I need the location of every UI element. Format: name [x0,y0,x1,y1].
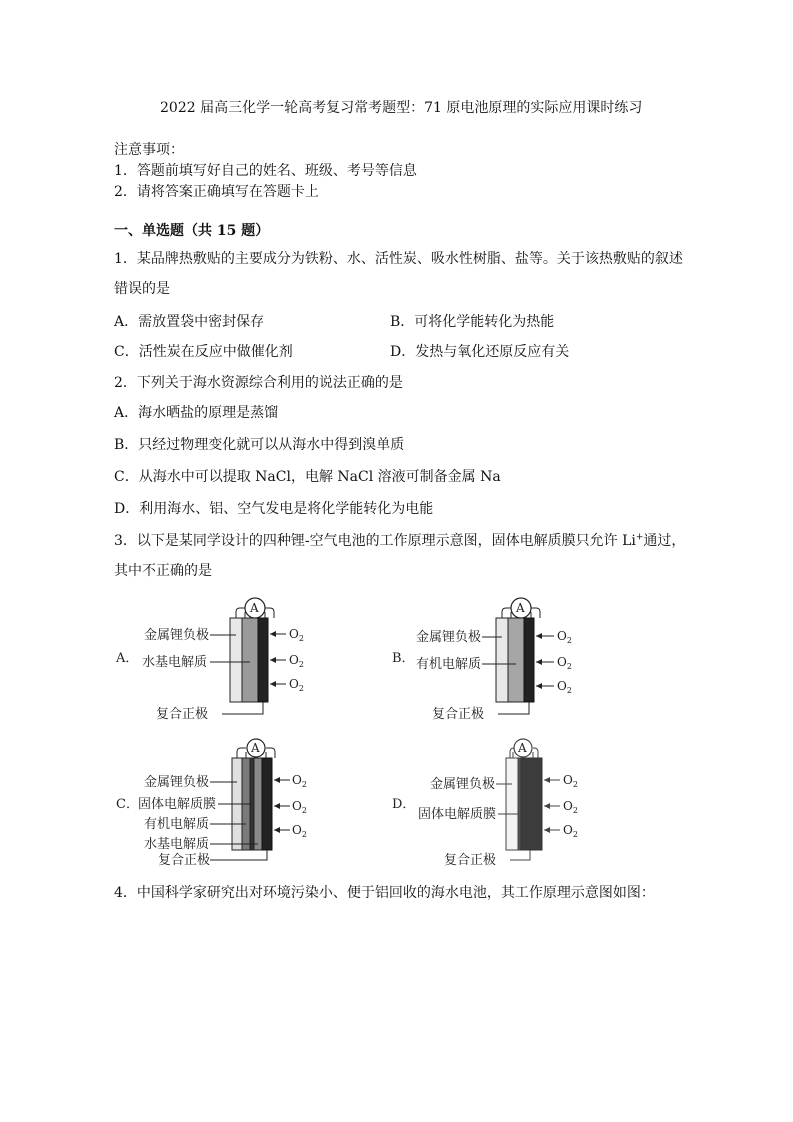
q1-option-b: B．可将化学能转化为热能 [390,314,555,330]
page-title: 2022 届高三化学一轮高考复习常考题型：71 原电池原理的实际应用课时练习 [160,100,643,116]
o2-subscript: 2 [301,830,307,839]
label-cathode: 复合正极 [444,853,497,868]
svg-text:O2 [289,677,304,693]
electrolyte-layer [242,618,258,702]
svg-text:O2 [289,627,304,643]
label-cathode: 复合正极 [156,707,209,722]
figure-d-option: D． [392,797,416,812]
o2-subscript: 2 [301,806,307,815]
o2-label: O [563,823,573,837]
svg-text:O2 [292,773,307,789]
q3-stem-line2: 其中不正确的是 [114,563,212,579]
q1-option-a: A．需放置袋中密封保存 [114,314,265,330]
composite-cathode [258,618,268,702]
svg-text:O2 [289,653,304,669]
svg-text:O2 [292,823,307,839]
o2-label: O [292,799,302,813]
q1-option-c: C．活性炭在反应中做催化剂 [114,344,293,360]
q3-li-superscript: + [635,532,644,543]
figure-b [388,596,598,726]
lithium-anode [230,618,242,702]
section-title: 一、单选题（共 15 题） [114,223,270,239]
o2-subscript: 2 [298,684,304,693]
o2-subscript: 2 [566,636,572,645]
q2-option-c: C．从海水中可以提取 NaCl，电解 NaCl 溶液可制备金属 Na [114,469,501,485]
composite-cathode [521,758,542,850]
label-cathode: 复合正极 [158,853,211,868]
o2-label: O [292,773,302,787]
label-anode: 金属锂负极 [144,628,210,643]
o2-subscript: 2 [572,830,578,839]
composite-cathode [524,618,534,702]
composite-cathode [262,758,272,850]
o2-label: O [292,823,302,837]
label-anode: 金属锂负极 [430,777,496,792]
o2-label: O [563,773,573,787]
o2-subscript: 2 [572,806,578,815]
q3-stem-line1-text: 3．以下是某同学设计的四种锂-空气电池的工作原理示意图，固体电解质膜只允许 Li [114,533,636,549]
svg-text:O2 [563,799,578,815]
o2-label: O [557,629,567,643]
lithium-anode [496,618,508,702]
q2-option-a: A．海水晒盐的原理是蒸馏 [114,405,279,421]
svg-text:O2 [557,629,572,645]
lithium-anode [506,758,518,850]
o2-label: O [557,679,567,693]
q2-option-b: B．只经过物理变化就可以从海水中得到溴单质 [114,437,405,453]
label-aqueous-electrolyte: 水基电解质 [144,837,210,852]
aqueous-electrolyte [254,758,262,850]
figure-b-option: B． [392,651,415,666]
svg-text:O2 [292,799,307,815]
q1-stem-line2: 错误的是 [114,281,170,297]
label-organic-electrolyte: 有机电解质 [144,817,210,832]
o2-label: O [557,655,567,669]
q3-stem-line1 [114,532,685,550]
svg-text:O2 [557,655,572,671]
o2-label: O [289,677,299,691]
electrolyte-layer [508,618,524,702]
o2-label: O [289,627,299,641]
svg-text:O2 [557,679,572,695]
figure-c-option: C． [116,797,139,812]
o2-label: O [289,653,299,667]
label-cathode: 复合正极 [432,707,485,722]
o2-label: O [563,799,573,813]
svg-text:O2 [563,773,578,789]
o2-subscript: 2 [298,634,304,643]
o2-subscript: 2 [566,662,572,671]
svg-text:O2 [563,823,578,839]
figure-d [388,738,598,870]
label-membrane: 固体电解质膜 [418,807,497,822]
o2-subscript: 2 [572,780,578,789]
ammeter-label: A [250,601,259,615]
figure-c [112,738,322,870]
notice-item-1: 1．答题前填写好自己的姓名、班级、考号等信息 [114,163,417,179]
o2-subscript: 2 [301,780,307,789]
q2-stem: 2．下列关于海水资源综合利用的说法正确的是 [114,375,403,391]
label-membrane: 固体电解质膜 [138,797,217,812]
q4-stem: 4．中国科学家研究出对环境污染小、便于铝回收的海水电池，其工作原理示意图如图： [114,885,655,901]
figure-a [112,596,322,726]
label-anode: 金属锂负极 [144,775,210,790]
q2-option-d: D．利用海水、铝、空气发电是将化学能转化为电能 [114,501,434,517]
label-electrolyte: 有机电解质 [416,657,482,672]
label-electrolyte: 水基电解质 [142,655,208,670]
q3-stem-line1-tail: 通过， [643,533,686,549]
label-anode: 金属锂负极 [416,630,482,645]
q1-option-d: D．发热与氧化还原反应有关 [390,344,570,360]
o2-subscript: 2 [298,660,304,669]
ammeter-label: A [516,601,525,615]
ammeter-label: A [251,741,260,755]
o2-subscript: 2 [566,686,572,695]
figure-a-option: A． [116,651,139,666]
ammeter-label: A [518,741,527,755]
q1-stem-line1: 1．某品牌热敷贴的主要成分为铁粉、水、活性炭、吸水性树脂、盐等。关于该热敷贴的叙述 [114,251,683,267]
notice-heading: 注意事项： [114,142,184,158]
notice-item-2: 2．请将答案正确填写在答题卡上 [114,184,319,200]
